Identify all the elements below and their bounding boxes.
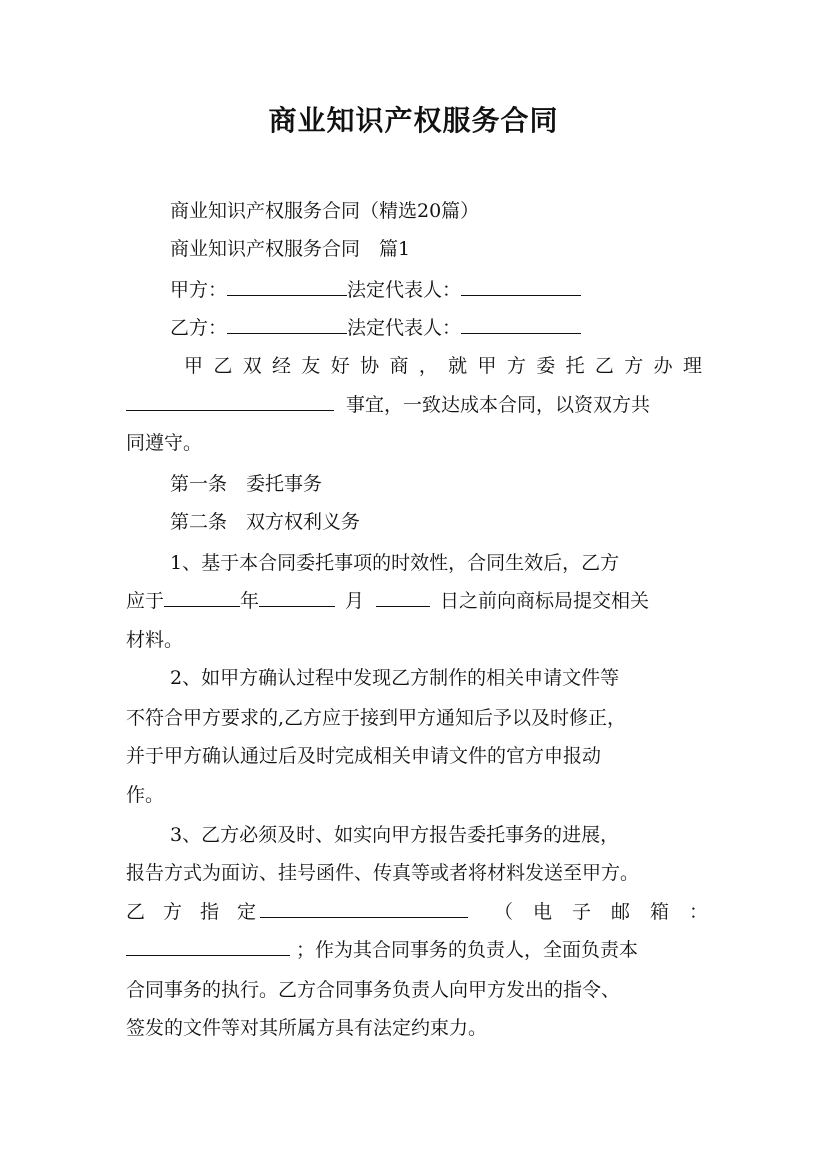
intro-line-1: 甲乙双经友好协商，就甲方委托乙方办理 [184, 355, 702, 377]
party-a-name-blank [227, 277, 347, 296]
clause-1-line-1: 1、基于本合同委托事项的时效性，合同生效后，乙方 [170, 552, 620, 574]
party-b-legal-rep-label: 法定代表人： [347, 317, 462, 339]
designate-label: 乙方指定 [126, 901, 275, 923]
clause-1-line-3: 材料。 [126, 629, 184, 651]
intro-matter-blank [126, 392, 334, 411]
email-label: （电子邮箱： [494, 901, 729, 923]
year-label: 年 [240, 590, 260, 612]
party-a-legal-rep-blank [461, 277, 581, 296]
clause-3-line-6: 签发的文件等对其所属方具有法定约束力。 [126, 1017, 488, 1039]
clause-2-line-4: 作。 [126, 784, 165, 806]
clause-3-line-4-text: ；作为其合同事务的负责人，全面负责本 [296, 939, 639, 961]
party-a-row [170, 275, 706, 305]
section-heading: 商业知识产权服务合同 篇1 [170, 238, 411, 260]
day-blank [376, 588, 430, 607]
intro-line-2 [126, 390, 706, 420]
document-title: 商业知识产权服务合同 [268, 104, 559, 137]
party-a-label: 甲方： [170, 279, 228, 301]
clause-2-line-1: 2、如甲方确认过程中发现乙方制作的相关申请文件等 [170, 667, 620, 689]
clause-1-prefix: 应于 [126, 590, 165, 612]
clause-3-line-5: 合同事务的执行。乙方合同事务负责人向甲方发出的指令、 [126, 979, 621, 1001]
contact-person-blank [260, 899, 468, 918]
clause-2-line-3: 并于甲方确认通过后及时完成相关申请文件的官方申报动 [126, 745, 602, 767]
party-a-legal-rep-label: 法定代表人： [347, 279, 462, 301]
article-1-heading: 第一条 委托事务 [170, 473, 323, 495]
party-b-label: 乙方： [170, 317, 228, 339]
clause-1-line-2 [126, 586, 706, 616]
article-2-heading: 第二条 双方权利义务 [170, 511, 361, 533]
party-b-row [170, 313, 706, 343]
clause-3-line-4 [126, 935, 706, 965]
month-blank [259, 588, 335, 607]
year-blank [164, 588, 240, 607]
party-b-legal-rep-blank [461, 315, 581, 334]
intro-line-2-text: 事宜，一致达成本合同，以资双方共 [346, 394, 651, 416]
document-subtitle: 商业知识产权服务合同（精选20篇） [170, 200, 480, 222]
intro-line-3: 同遵守。 [126, 432, 203, 454]
clause-3-line-1: 3、乙方必须及时、如实向甲方报告委托事务的进展， [170, 824, 620, 846]
clause-3-line-3 [126, 897, 729, 927]
email-blank [126, 937, 290, 956]
clause-3-line-2: 报告方式为面访、挂号函件、传真等或者将材料发送至甲方。 [126, 862, 640, 884]
month-label: 月 [345, 590, 365, 612]
clause-2-line-2: 不符合甲方要求的,乙方应于接到甲方通知后予以及时修正， [126, 707, 627, 729]
clause-1-day-suffix: 日之前向商标局提交相关 [440, 590, 650, 612]
party-b-name-blank [227, 315, 347, 334]
